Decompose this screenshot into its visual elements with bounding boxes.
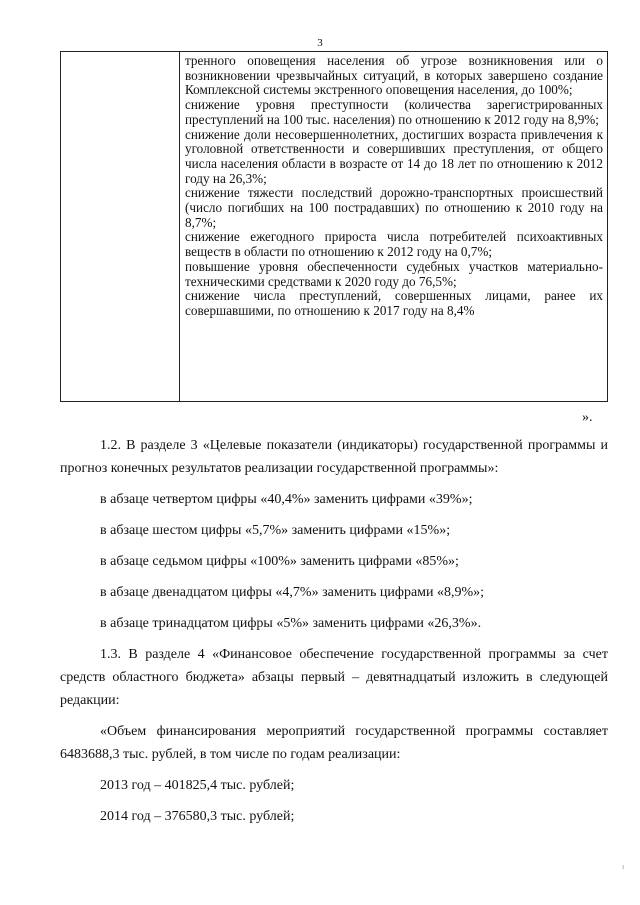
amendment-item: в абзаце седьмом цифры «100%» заменить цифрами «85%»; (100, 554, 459, 569)
amendment-item: в абзаце тринадцатом цифры «5%» заменить цифрами «26,3%». (100, 616, 482, 631)
paragraph-1-3: 1.3. В разделе 4 «Финансовое обеспечение государственной программы за счет средств областного бюджета» абзацы первый – девятнадцатый изложить в следующей редакции: (60, 647, 608, 708)
table-paragraph: снижение тяжести последствий дорожно-транспортных происшествий (число погибших на 100 пострадавших) по отношению к 2010 году на 8,7%; (185, 185, 603, 230)
amendment-item: в абзаце шестом цифры «5,7%» заменить цифрами «15%»; (100, 523, 451, 538)
table-paragraph: снижение ежегодного прироста числа потребителей психоактивных веществ в области по отношению к 2012 году на 0,7%; (185, 229, 603, 260)
amendment-item: в абзаце двенадцатом цифры «4,7%» заменить цифрами «8,9%»; (100, 585, 485, 600)
document-body (60, 434, 608, 828)
indicators-table-fragment (60, 51, 608, 402)
table-paragraph: снижение доли несовершеннолетних, достигших возраста привлечения к уголовной ответственности и совершивших преступления, от общего числа населения области в возрасте от 14 до 18 лет по отношению к 2012 году на 26,3%; (185, 126, 603, 186)
table-text-cell (185, 54, 603, 319)
year-line: 2013 год – 401825,4 тыс. рублей; (100, 778, 295, 793)
margin-mark: ı (622, 862, 625, 871)
closing-quote: ». (582, 410, 593, 425)
page-number: 3 (317, 37, 323, 49)
table-paragraph: повышение уровня обеспеченности судебных участков материально-техническими средствами к 2020 году до 76,5%; (185, 258, 603, 289)
year-line: 2014 год – 376580,3 тыс. рублей; (100, 809, 295, 824)
paragraph-1-2: 1.2. В разделе 3 «Целевые показатели (индикаторы) государственной программы и прогноз конечных результатов реализации государственной программы»: (60, 438, 608, 476)
table-paragraph: тренного оповещения населения об угрозе возникновения или о возникновении чрезвычайных ситуаций, в которых завершено создание Комплексной системы экстренного оповещения населения, до 100%; (185, 53, 603, 98)
table-column-divider (179, 52, 180, 401)
table-paragraph: снижение уровня преступности (количества зарегистрированных преступлений на 100 тыс. населения) по отношению к 2012 году на 8,9%; (185, 97, 603, 127)
table-paragraph: снижение числа преступлений, совершенных лицами, ранее их совершавшими, по отношению к 2017 году на 8,4% (185, 288, 603, 318)
financing-paragraph: «Объем финансирования мероприятий государственной программы составляет 6483688,3 тыс. рублей, в том числе по годам реализации: (60, 724, 608, 762)
amendment-item: в абзаце четвертом цифры «40,4%» заменить цифрами «39%»; (100, 492, 473, 507)
